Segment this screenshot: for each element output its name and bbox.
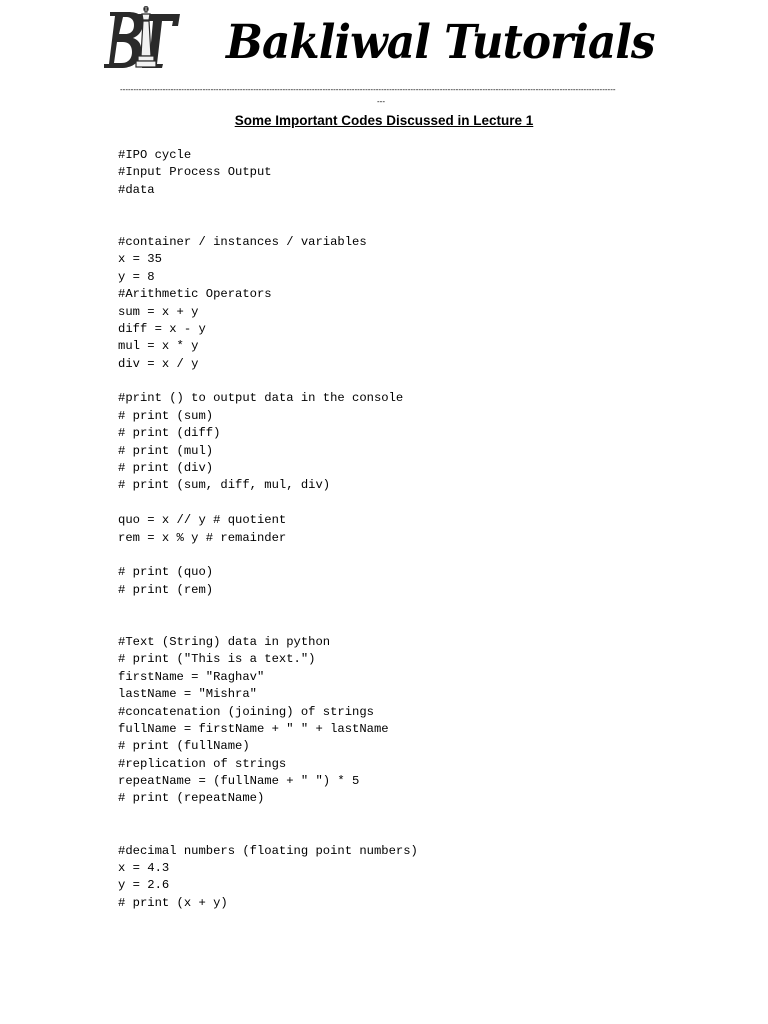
code-line: # print (repeatName)	[118, 791, 265, 806]
code-line	[118, 373, 418, 390]
code-line: #Text (String) data in python	[118, 634, 331, 649]
code-line: quo = x // y # quotient	[118, 513, 287, 528]
code-line: x = 4.3	[118, 861, 170, 876]
code-line	[118, 495, 418, 512]
document-title	[0, 112, 768, 129]
code-line: #print () to output data in the console	[118, 391, 404, 406]
code-line: # print (rem)	[118, 582, 214, 597]
code-line	[118, 825, 418, 842]
code-line	[118, 808, 418, 825]
code-line: # print (fullName)	[118, 739, 250, 754]
header-divider-end: ---	[377, 97, 385, 106]
code-line: #Input Process Output	[118, 165, 272, 180]
code-line: # print (mul)	[118, 443, 214, 458]
code-line: # print (diff)	[118, 426, 221, 441]
code-line: #IPO cycle	[118, 148, 192, 162]
code-line: # print (div)	[118, 461, 214, 476]
code-line	[118, 547, 418, 564]
code-line: firstName = "Raghav"	[118, 669, 265, 684]
code-line	[118, 617, 418, 634]
document-title-text: Some Important Codes Discussed in Lecture 1	[234, 113, 534, 128]
code-line: # print (sum)	[118, 408, 214, 423]
code-block	[118, 147, 418, 912]
code-line: #decimal numbers (floating point numbers)	[118, 843, 418, 858]
code-line: #container / instances / variables	[118, 234, 367, 249]
code-line: # print (sum, diff, mul, div)	[118, 478, 331, 493]
code-line: #data	[118, 182, 155, 197]
code-line: mul = x * y	[118, 339, 199, 354]
code-line: # print (quo)	[118, 565, 214, 580]
code-line: fullName = firstName + " " + lastName	[118, 721, 389, 736]
code-line: # print (x + y)	[118, 895, 228, 910]
code-line	[118, 199, 418, 216]
code-line: x = 35	[118, 252, 162, 267]
code-line: repeatName = (fullName + " ") * 5	[118, 774, 360, 789]
code-line: sum = x + y	[118, 304, 199, 319]
code-line: y = 2.6	[118, 878, 170, 893]
code-line: div = x / y	[118, 356, 199, 371]
code-line: #replication of strings	[118, 756, 287, 771]
code-line: diff = x - y	[118, 321, 206, 336]
code-line	[118, 599, 418, 616]
code-line: #concatenation (joining) of strings	[118, 704, 374, 719]
code-line: #Arithmetic Operators	[118, 287, 272, 302]
brand-name: Bakliwal Tutorials	[226, 15, 655, 70]
code-line: y = 8	[118, 269, 155, 284]
code-line: # print ("This is a text.")	[118, 652, 316, 667]
code-line: rem = x % y # remainder	[118, 530, 287, 545]
code-line	[118, 217, 418, 234]
bakliwal-tutorials-logo	[100, 6, 182, 72]
header-divider: ------------------------------------------------------------------------------------------------------------------------------------------------------------------------------------------	[120, 86, 616, 94]
code-line: lastName = "Mishra"	[118, 687, 257, 702]
